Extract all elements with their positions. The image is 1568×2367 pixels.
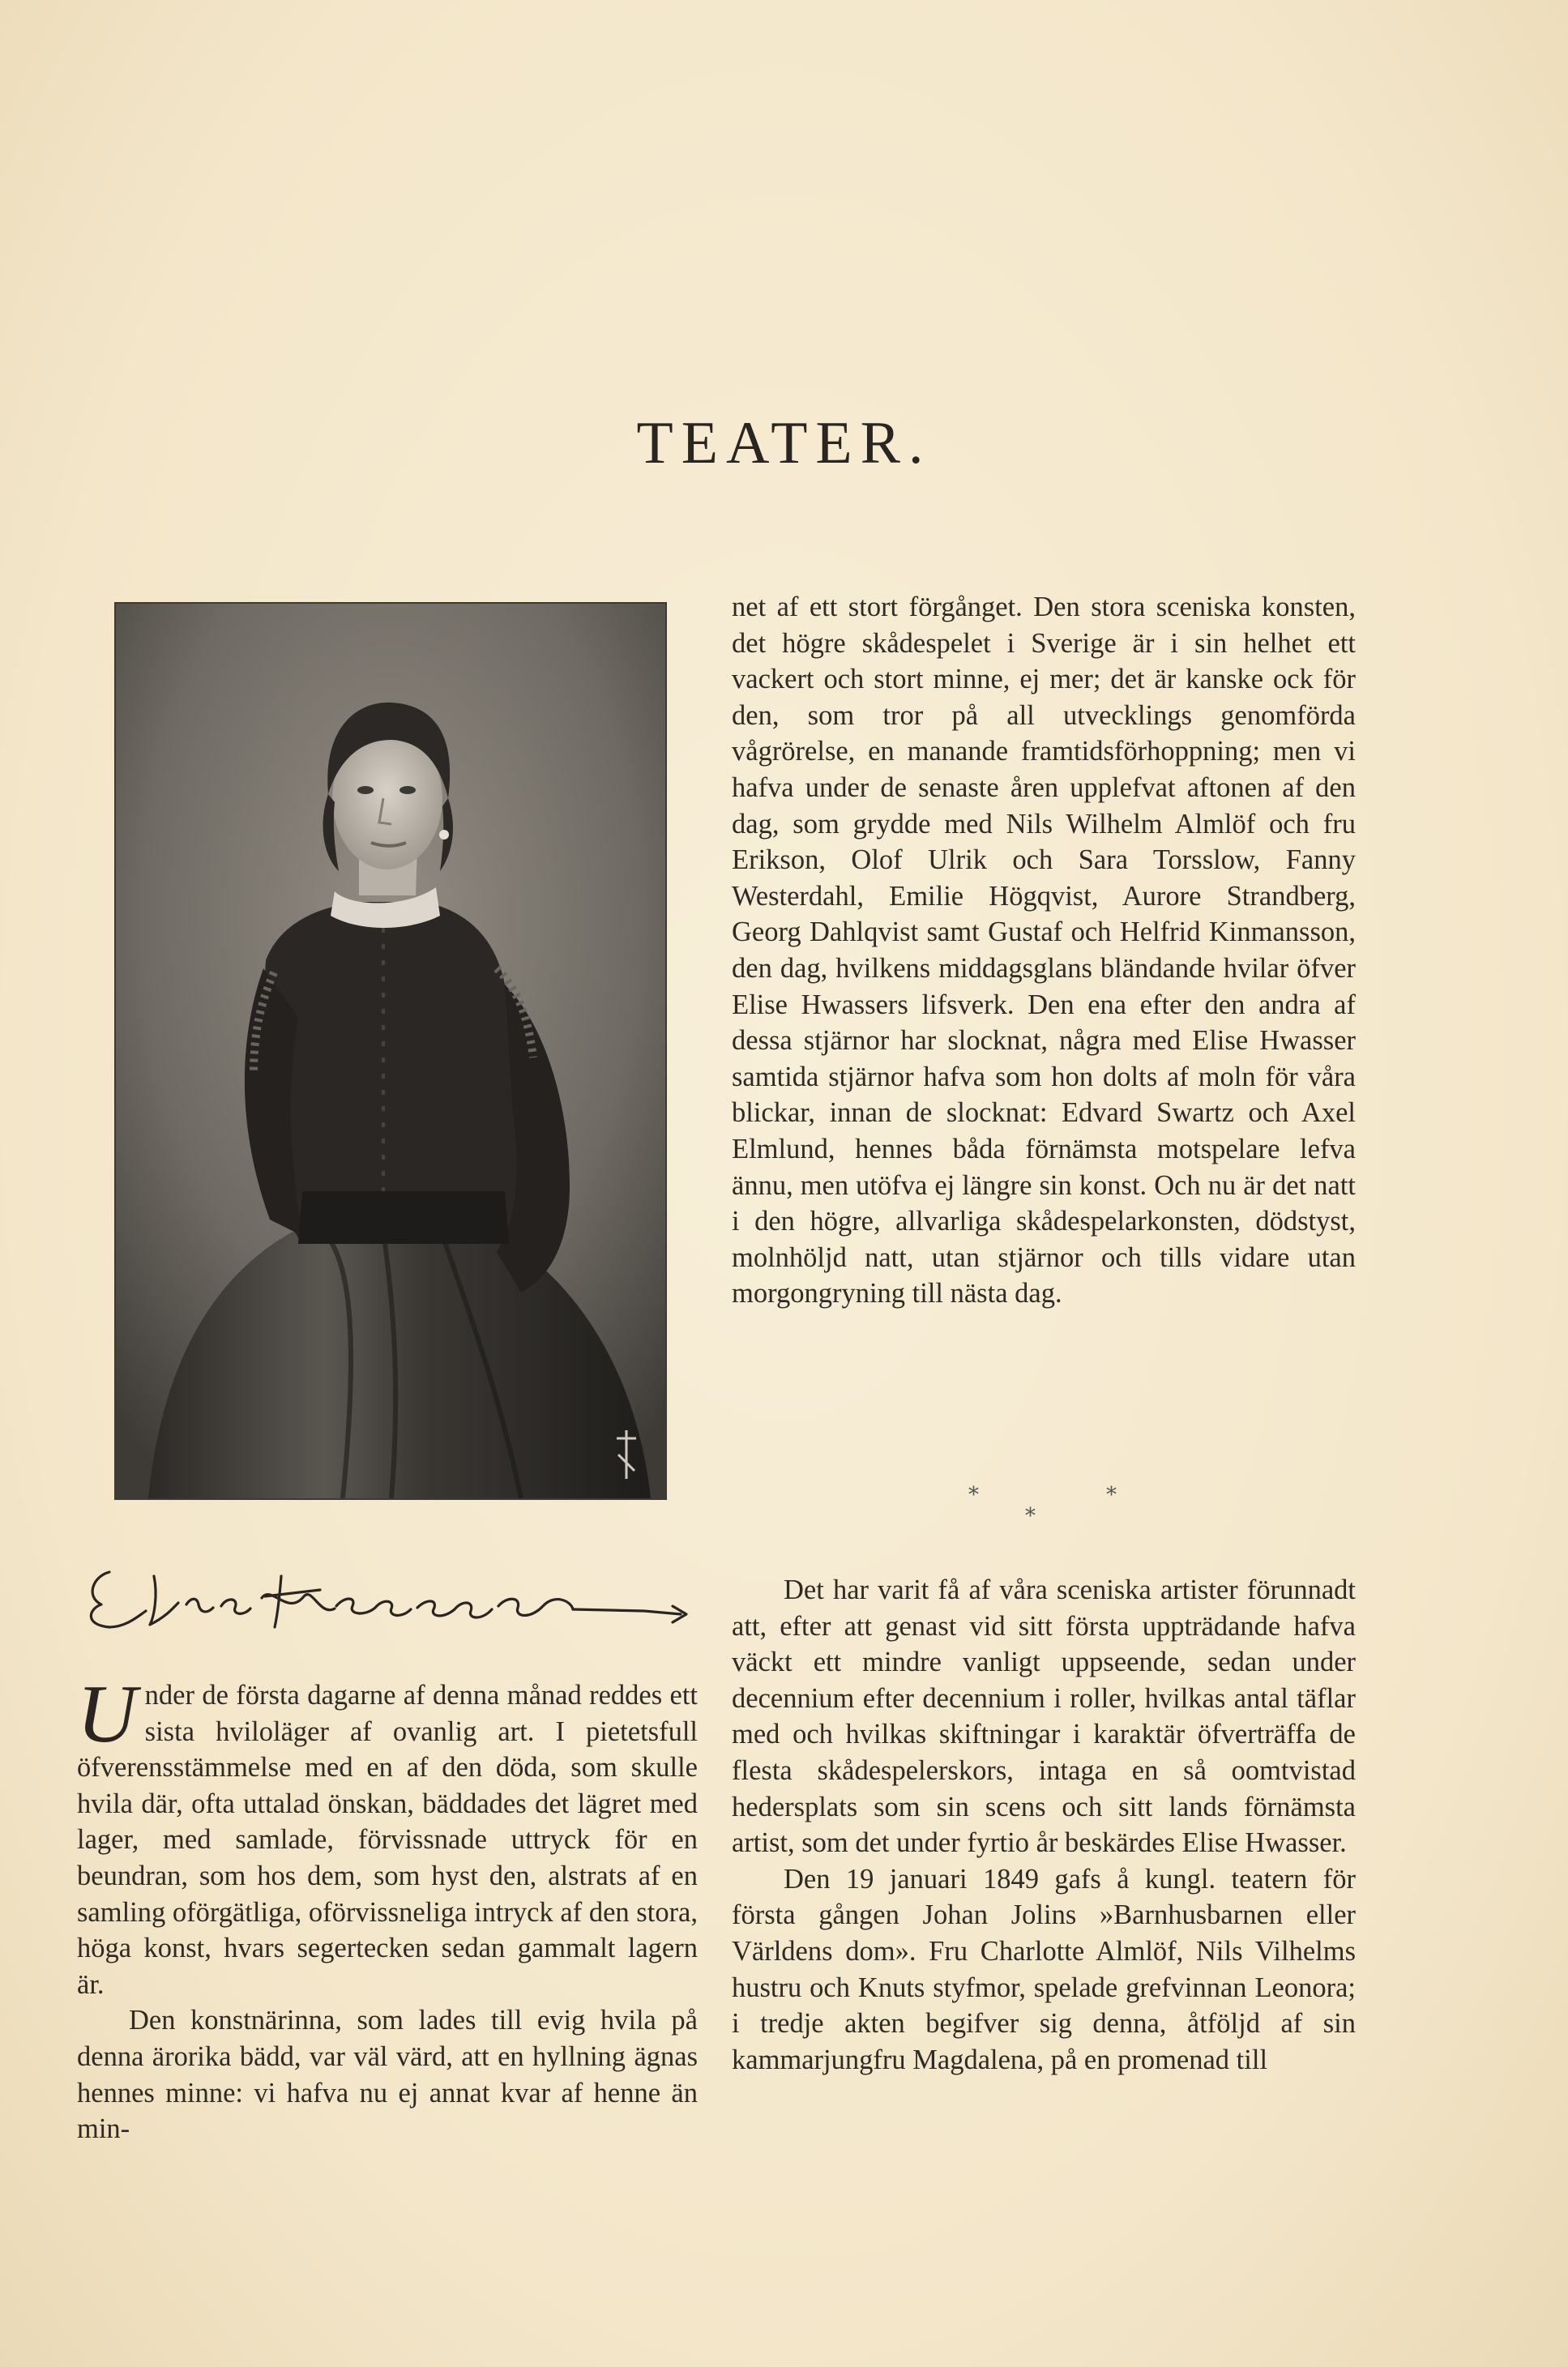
separator-star: * (1106, 1483, 1117, 1507)
paragraph: net af ett stort förgånget. Den stora sceniska konsten, det högre skådespelet i Sverige är i sin helhet ett vackert och stort minne, ej mer; det är kanske ock för den, som tror på all utvecklings genomförda vågrörelse, en manande framtidsförhoppning; men vi hafva under de senaste åren upplefvat aftonen af den dag, som grydde med Nils Wilhelm Almlöf och fru Erikson, Olof Ulrik och Sara Torsslow, Fanny Westerdahl, Emilie Högqvist, Aurore Strandberg, Georg Dahlqvist samt Gustaf och Helfrid Kinmansson, den dag, hvilkens middagsglans bländande hvilar öfver Elise Hwassers lifsverk. Den ena efter den andra af dessa stjärnor har slocknat, några med Elise Hwasser samtida stjärnor hafva som hon dolts af moln för våra blickar, innan de slocknat: Edvard Swartz och Axel Elmlund, hennes båda förnämsta motspelare lefva ännu, men utöfva ej längre sin konst. Och nu är det natt i den högre, allvarliga skådespelarkonsten, dödstyst, molnhöljd natt, utan stjärnor och tills vidare utan morgongryning till nästa dag. (732, 592, 1356, 1310)
right-column-top-text (732, 589, 1356, 1312)
page-title: TEATER. (636, 410, 932, 476)
drop-cap: U (77, 1668, 137, 1760)
section-separator (930, 1483, 1173, 1540)
handwritten-signature (77, 1540, 709, 1637)
paragraph: nder de första dagarne af denna månad reddes ett sista hviloläger af ovanlig art. I pietetsfull öfverensstämmelse med en af den döda, som skulle hvila där, ofta uttalad önskan, bäddades det lägret med lager, med samlade, förvissnade uttryck för en beundran, som hos dem, som hyst den, alstrats af en samling oförgätliga, oförvissneliga intryck af den stora, höga konst, hvars segertecken sedan gammalt lagern är. (77, 1680, 698, 2000)
paragraph: Den 19 januari 1849 gafs å kungl. teatern för första gången Johan Jolins »Barnhusbarnen eller Världens dom». Fru Charlotte Almlöf, Nils Vilhelms hustru och Knuts styfmor, spelade grefvinnan Leonora; i tredje akten begifver sig denna, åtföljd af sin kammarjungfru Magdalena, på en promenad till (732, 1863, 1356, 2075)
right-column-bottom-text (732, 1572, 1356, 2078)
left-column-text (77, 1668, 698, 2147)
paragraph: Den konstnärinna, som lades till evig hvila på denna ärorika bädd, var väl värd, att en hyllning ägnas hennes minne: vi hafva nu ej annat kvar af henne än min- (77, 2005, 698, 2145)
separator-star: * (1025, 1504, 1036, 1528)
separator-star: * (968, 1483, 979, 1507)
portrait-photograph (116, 604, 665, 1498)
paragraph: Det har varit få af våra sceniska artister förunnadt att, efter att genast vid sitt första uppträdande hafva väckt ett mindre vanligt uppseende, sedan under decennium efter decennium i roller, hvilkas antal täflar med och hvilkas skiftningar i karaktär öfverträffa de flesta skådespelerskors, intaga en så oomtvistad hedersplats som sin scens och sitt lands förnämsta artist, som det under fyrtio år beskärdes Elise Hwasser. (732, 1574, 1356, 1859)
